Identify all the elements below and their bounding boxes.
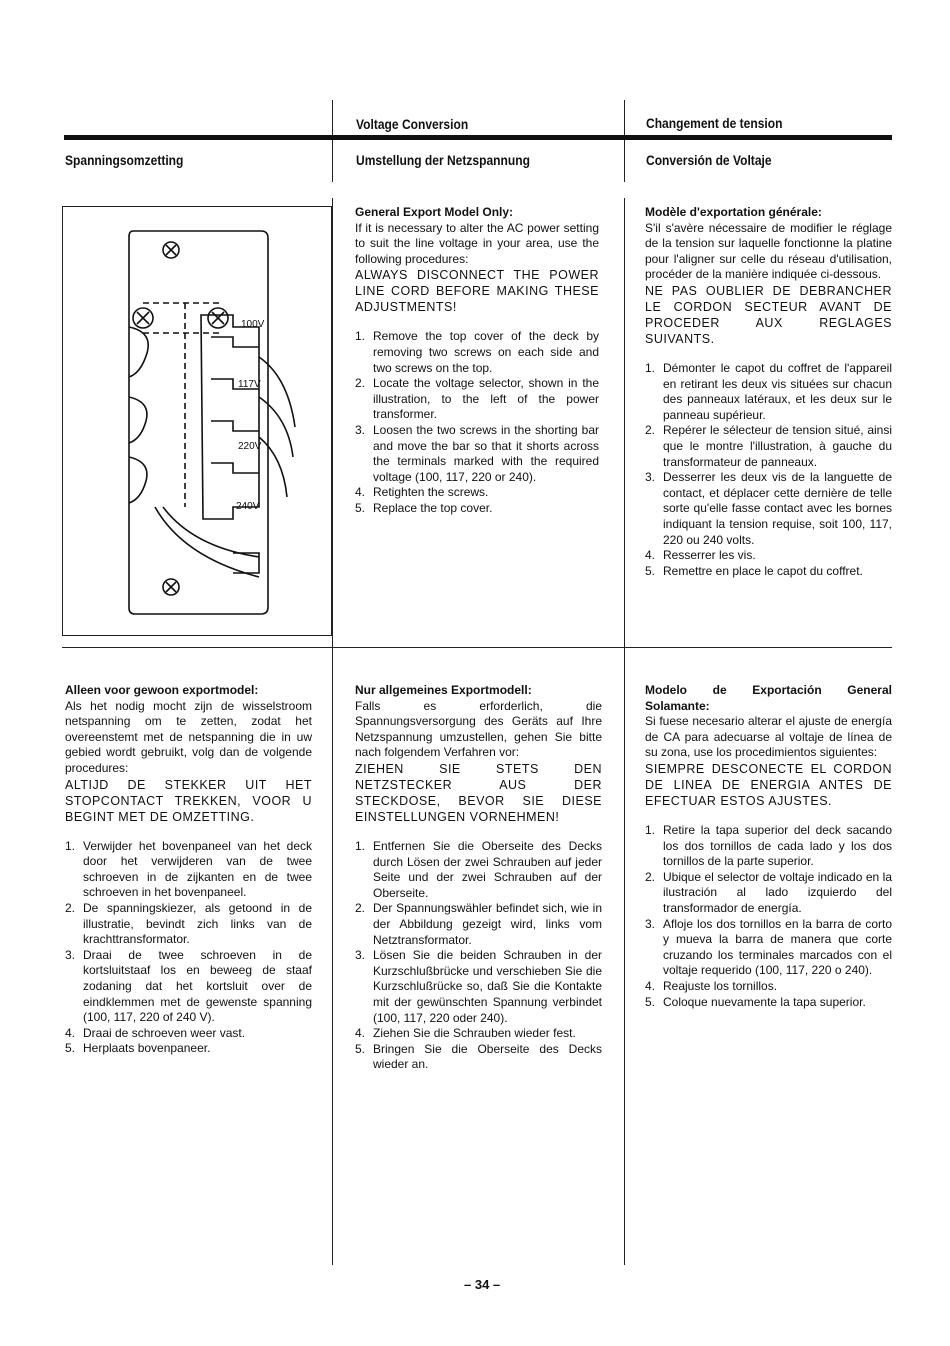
list-item: 2. Ubique el selector de voltaje indicado en la ilustración al lado izquierdo del transformador de energía. [645,869,892,915]
list-item: 5. Remettre en place le capot du coffret. [645,563,863,578]
heading-nl: Spanningsomzetting [65,152,184,168]
page-number: – 34 – [464,1277,501,1292]
steps-list [645,361,892,579]
voltage-selector-diagram [63,207,331,635]
list-item: 2. Locate the voltage selector, shown in the illustration, to the left of the power transformer. [355,376,599,422]
steps-list [355,329,599,516]
list-item: 2. Repérer le sélecteur de tension situé, ainsi que le montre l'illustration, à gauche du transformateur de panneaux. [645,423,892,469]
section-title: Modelo de Exportación General Solamante: [645,683,892,713]
section-title: Nur allgemeines Exportmodell: [355,683,532,697]
section-title: General Export Model Only: [355,205,514,219]
label-117v: 117V [238,379,261,390]
header-divider-left [332,100,333,182]
label-100v: 100V [241,319,265,330]
list-item: 4. Retighten the screws. [355,485,489,500]
list-item: 3. Loosen the two screws in the shorting bar and move the bar so that it shorts across the terminals marked with the required voltage (100, 117, 220 or 240). [355,422,599,484]
intro-text: Si fuese necesario alterar el ajuste de energía de CA para adecuarse al voltaje de línea de su zona, use los procedimientos siguientes: [645,714,892,760]
section-de [355,683,602,1073]
warning-text: SIEMPRE DESCONECTE EL CORDON DE LINEA DE ENERGIA ANTES DE EFECTUAR ESTOS AJUSTES. [645,761,892,808]
warning-text: ALWAYS DISCONNECT THE POWER LINE CORD BEFORE MAKING THESE ADJUSTMENTS! [355,268,599,315]
intro-text: Falls es erforderlich, die Spannungsversorgung des Geräts auf Ihre Netzspannung umzustellen, gehen Sie bitte nach folgendem Verfahren vor: [355,698,602,760]
warning-text: ALTIJD DE STEKKER UIT HET STOPCONTACT TREKKEN, VOOR U BEGINT MET DE OMZETTING. [65,777,312,824]
column-divider-right [624,198,625,1265]
header-divider-right [624,100,625,182]
list-item: 3. Lösen Sie die beiden Schrauben in der Kurzschlußbrücke und verschieben Sie die Kurzschlußrücke so, daß Sie die Kontakte mit der gewünschten Spannung verbindet (100, 117, 220 oder 240). [355,948,602,1025]
list-item: 5. Bringen Sie die Oberseite des Decks wieder an. [355,1041,602,1072]
list-item: 5. Replace the top cover. [355,500,493,515]
list-item: 5. Herplaats bovenpaneer. [65,1041,211,1056]
label-240v: 240V [236,501,260,512]
intro-text: S'il s'avère nécessaire de modifier le réglage de la tension sur laquelle fonctionne la platine pour l'aligner sur celle du réseau d'utilisation, procéder de la manière indiquée ci-dessous. [645,220,892,282]
section-nl [65,683,312,1057]
intro-text: If it is necessary to alter the AC power setting to suit the line voltage in your area, use the following procedures: [355,220,599,266]
list-item: 4. Resserrer les vis. [645,548,756,563]
list-item: 2. Der Spannungswähler befindet sich, wie in der Abbildung gezeigt wird, links vom Netztransformator. [355,901,602,947]
header-rule [64,135,892,140]
list-item: 4. Ziehen Sie die Schrauben wieder fest. [355,1026,576,1041]
list-item: 3. Desserrer les deux vis de la languette de contact, et déplacer cette dernière de telle sorte qu'elle fasse contact avec les bornes indiquant la tension requise, soit 100, 117, 220 ou 240 volts. [645,470,892,547]
list-item: 3. Afloje los dos tornillos en la barra de corto y mueva la barra de manera que corte cruzando los terminales marcados con el voltaje requerido (100, 117, 220 o 240). [645,916,892,978]
steps-list [355,839,602,1073]
section-divider [62,647,892,648]
list-item: 5. Coloque nuevamente la tapa superior. [645,994,866,1009]
section-en [355,205,599,517]
section-title: Modèle d'exportation générale: [645,205,822,219]
section-fr [645,205,892,579]
voltage-selector-figure [62,206,332,636]
list-item: 4. Reajuste los tornillos. [645,978,778,993]
list-item: 1. Démonter le capot du coffret de l'appareil en retirant les deux vis situées sur chacun des panneaux latéraux, et les deux sur le panneau supérieur. [645,360,892,422]
heading-en: Voltage Conversion [356,116,469,132]
warning-text: ZIEHEN SIE STETS DEN NETZSTECKER AUS DER STECKDOSE, BEVOR SIE DIESE EINSTELLUNGEN VORNEHMEN! [355,761,602,824]
list-item: 1. Entfernen Sie die Oberseite des Decks durch Lösen der zwei Schrauben auf jeder Seite und der zwei Schrauben auf der Oberseite. [355,838,602,900]
list-item: 2. De spanningskiezer, als getoond in de illustratie, bevindt zich links van de krachttransformator. [65,900,312,947]
label-220v: 220V [238,441,262,452]
list-item: 3. Draai de twee schroeven in de kortsluitstaaf los en beweeg de staaf zodaning dat het kortsluit over de eindklemmen met de gewenste spanning (100, 117, 220 of 240 V). [65,947,312,1025]
list-item: 4. Draai de schroeven weer vast. [65,1025,246,1040]
list-item: 1. Verwijder het bovenpaneel van het deck door het verwijderen van de twee schroeven in de zijkanten en de twee schroeven in het bovenpaneel. [65,838,312,900]
intro-text: Als het nodig mocht zijn de wisselstroom netspanning om te zetten, zodat het overeenstemt met de netspanning die in uw gebied wordt gebruikt, volg dan de volgende procedures: [65,698,312,775]
warning-text: NE PAS OUBLIER DE DEBRANCHER LE CORDON SECTEUR AVANT DE PROCEDER AUX REGLAGES SUIVANTS. [645,283,892,346]
list-item: 1. Remove the top cover of the deck by removing two screws on each side and two screws on the top. [355,329,599,375]
section-es [645,683,892,1010]
steps-list [65,839,312,1057]
section-title: Alleen voor gewoon exportmodel: [65,683,259,697]
steps-list [645,823,892,1010]
heading-fr: Changement de tension [646,115,783,131]
heading-es: Conversión de Voltaje [646,152,772,168]
heading-de: Umstellung der Netzspannung [356,152,530,168]
list-item: 1. Retire la tapa superior del deck sacando los dos tornillos de cada lado y los dos tornillos de la parte superior. [645,822,892,869]
column-divider-left [332,198,333,1265]
